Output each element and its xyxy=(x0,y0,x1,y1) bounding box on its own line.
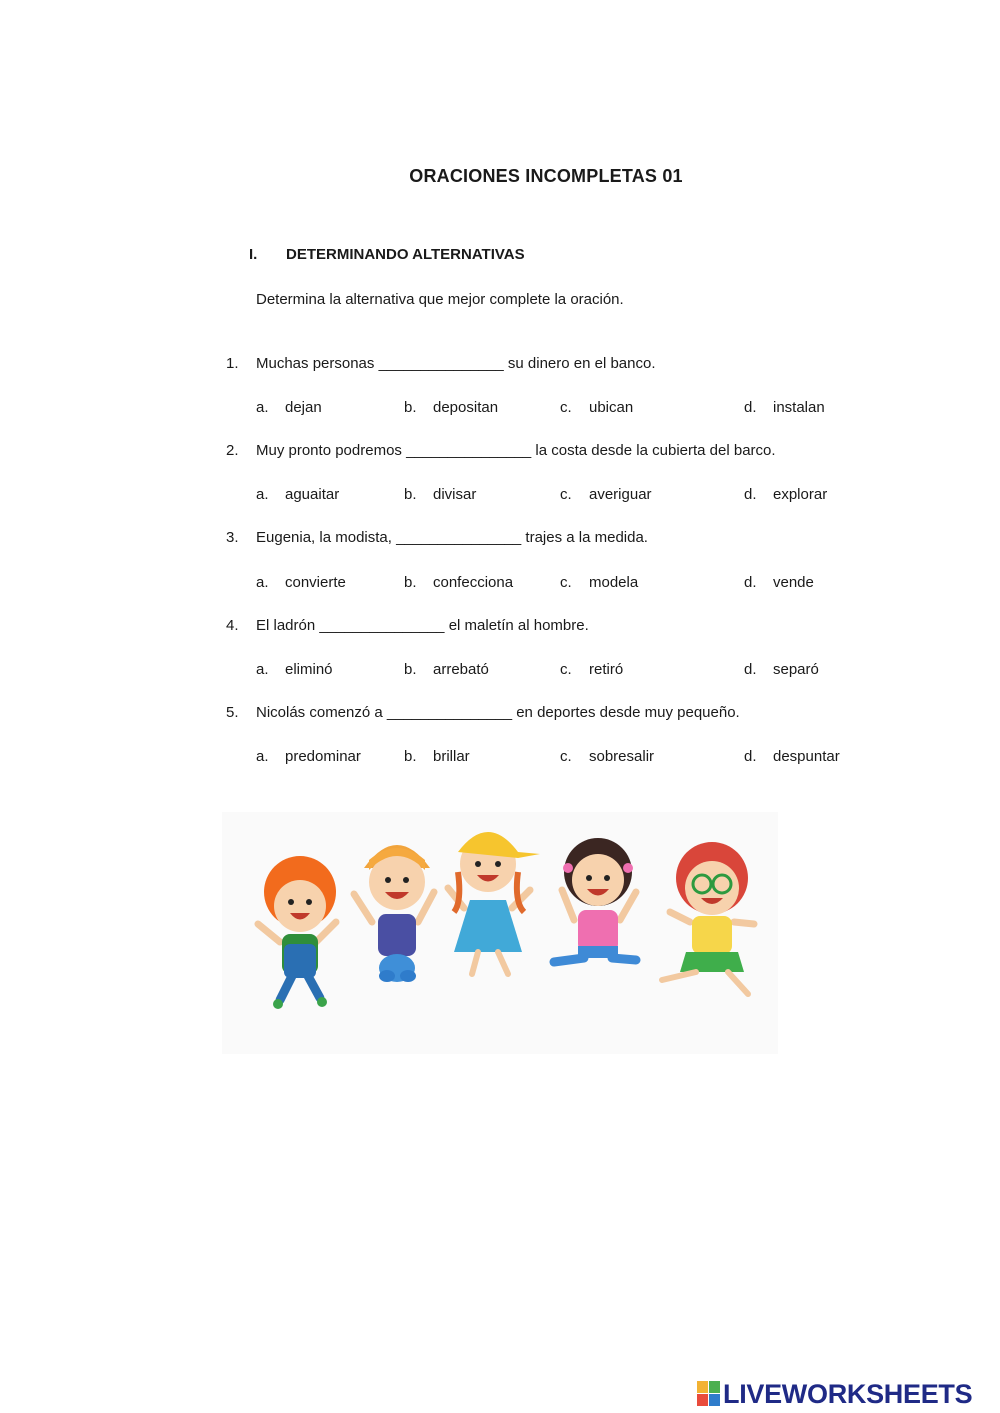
question-text: Nicolás comenzó a _______________ en deportes desde muy pequeño. xyxy=(256,704,740,721)
answer-blank[interactable]: _______________ xyxy=(378,355,504,372)
question-number: 5. xyxy=(226,704,239,721)
question-text: Muy pronto podremos _______________ la costa desde la cubierta del barco. xyxy=(256,442,776,459)
page-title: ORACIONES INCOMPLETAS 01 xyxy=(409,166,683,186)
question-number: 3. xyxy=(226,529,239,546)
question-text: El ladrón _______________ el maletín al hombre. xyxy=(256,617,589,634)
answer-blank[interactable]: _______________ xyxy=(386,704,513,721)
question-number: 2. xyxy=(226,442,239,459)
answer-blank[interactable]: _______________ xyxy=(396,529,522,546)
answer-blank[interactable]: _______________ xyxy=(406,442,532,459)
instruction-text: Determina la alternativa que mejor complete la oración. xyxy=(256,291,624,308)
question-text: Muchas personas _______________ su dinero en el banco. xyxy=(256,355,656,372)
question-number: 1. xyxy=(226,355,239,372)
liveworksheets-logo-text: LIVEWORKSHEETS xyxy=(723,1379,973,1409)
liveworksheets-logo-icon xyxy=(697,1381,721,1407)
section-heading: DETERMINANDO ALTERNATIVAS xyxy=(286,246,525,263)
question-number: 4. xyxy=(226,617,239,634)
answer-blank[interactable]: _______________ xyxy=(319,617,445,634)
kids-illustration xyxy=(222,812,778,1054)
section-number: I. xyxy=(249,246,258,263)
question-text: Eugenia, la modista, _______________ trajes a la medida. xyxy=(256,529,648,546)
